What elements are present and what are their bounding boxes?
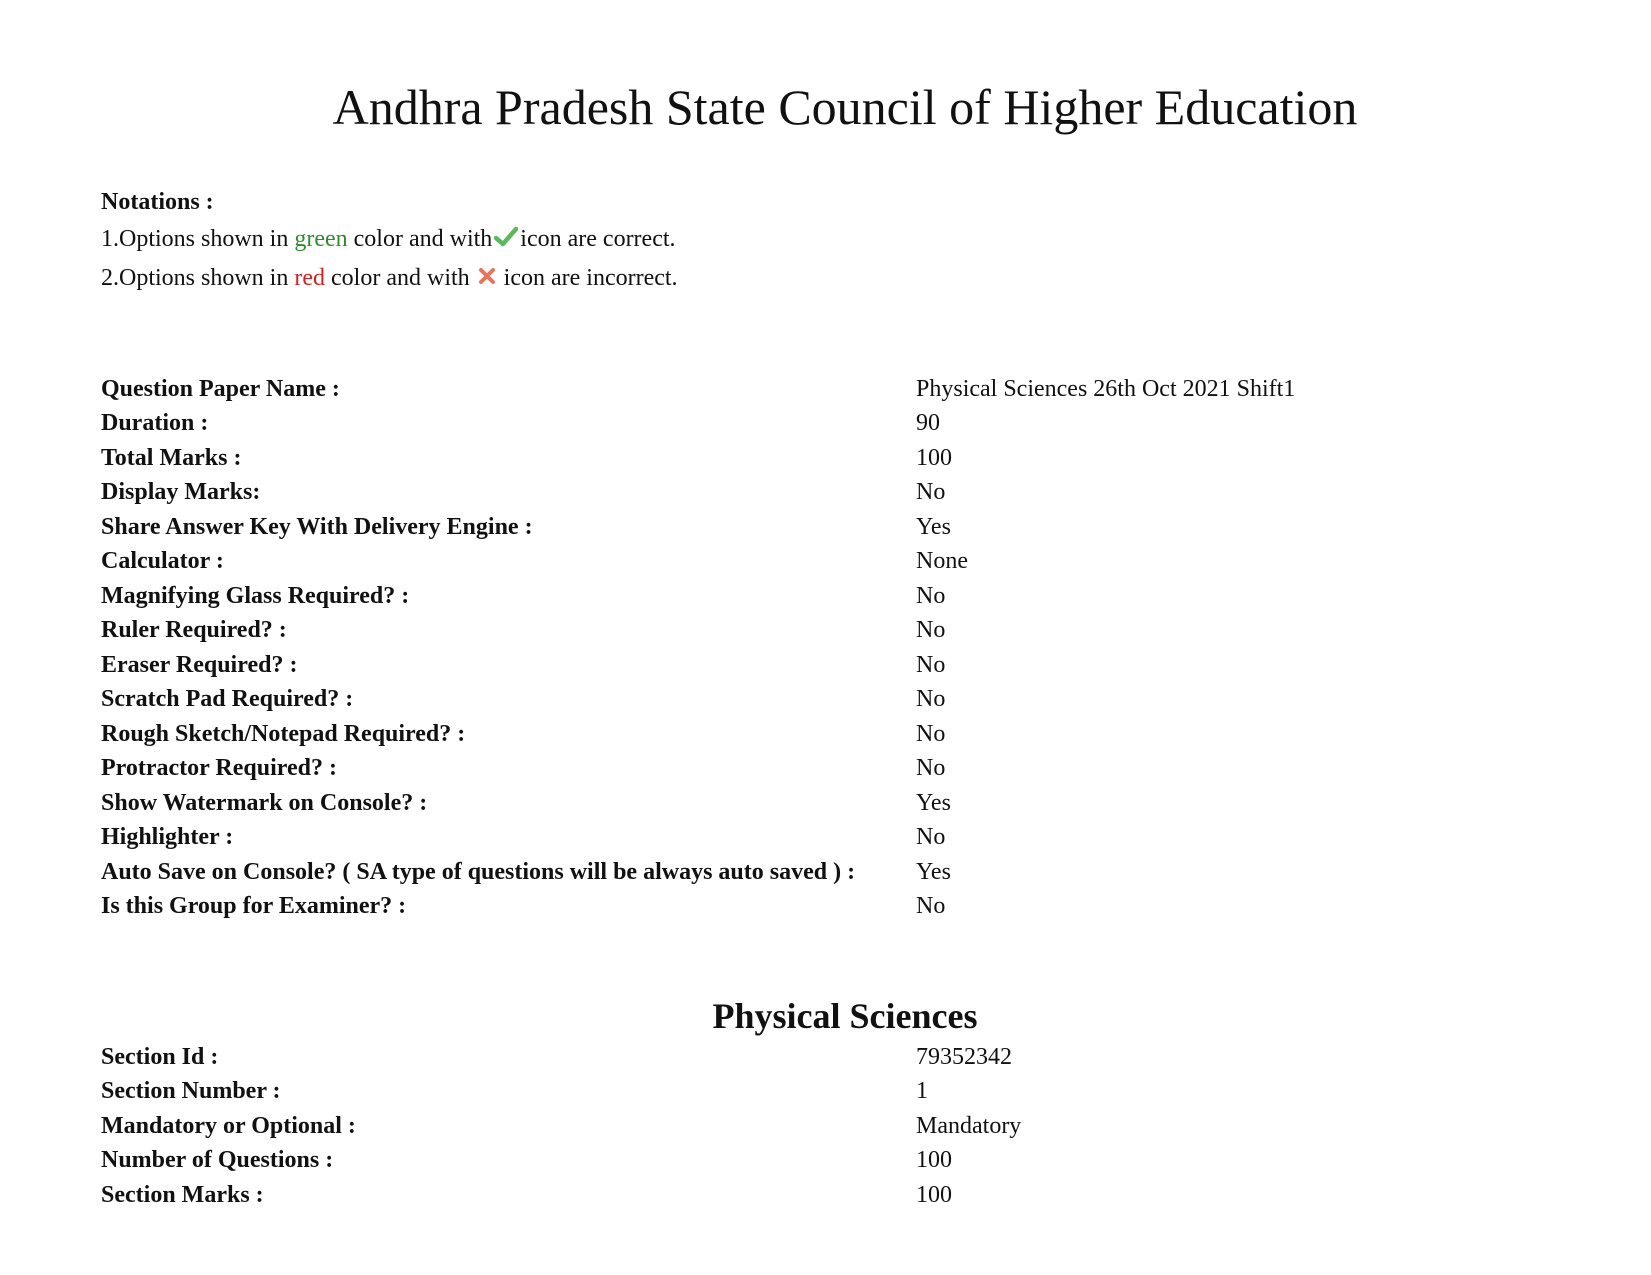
table-row: [101, 545, 1295, 580]
table-row: [101, 1040, 1021, 1075]
info-label: Share Answer Key With Delivery Engine :: [101, 513, 533, 540]
table-row: [101, 407, 1295, 442]
info-label: Show Watermark on Console? :: [101, 789, 428, 816]
table-row: [101, 648, 1295, 683]
info-value: No: [916, 720, 946, 747]
cross-icon: [478, 262, 496, 299]
section-value: 100: [916, 1147, 952, 1174]
check-icon: [494, 223, 518, 260]
table-row: [101, 476, 1295, 511]
table-row: [101, 1075, 1021, 1110]
table-row: [101, 717, 1295, 752]
table-row: [101, 372, 1295, 407]
table-row: [101, 614, 1295, 649]
info-value: No: [916, 893, 946, 920]
table-row: [101, 1109, 1021, 1144]
table-row: [101, 1178, 1021, 1213]
section-label: Number of Questions :: [101, 1147, 334, 1174]
info-value: No: [916, 617, 946, 644]
table-row: [101, 441, 1295, 476]
info-value: No: [916, 824, 946, 851]
red-word: red: [294, 265, 326, 291]
table-row: [101, 752, 1295, 787]
notation-correct-middle: color and with: [353, 226, 493, 252]
notation-incorrect-suffix: icon are incorrect.: [503, 265, 678, 291]
paper-info-table: [101, 372, 1295, 924]
info-label: Eraser Required? :: [101, 651, 298, 678]
info-label: Ruler Required? :: [101, 617, 287, 644]
info-value: Yes: [916, 789, 951, 816]
info-label: Protractor Required? :: [101, 755, 337, 782]
notation-incorrect-prefix: 2.Options shown in: [101, 265, 289, 291]
table-row: [101, 1144, 1021, 1179]
table-row: [101, 855, 1295, 890]
section-label: Section Id :: [101, 1043, 219, 1070]
info-value: No: [916, 755, 946, 782]
section-label: Mandatory or Optional :: [101, 1112, 356, 1139]
notation-correct-prefix: 1.Options shown in: [101, 226, 289, 252]
info-value: Yes: [916, 858, 951, 885]
section-label: Section Number :: [101, 1078, 281, 1105]
info-value: 90: [916, 410, 940, 437]
green-word: green: [294, 226, 348, 252]
info-value: 100: [916, 444, 952, 471]
info-value: None: [916, 548, 968, 575]
info-label: Calculator :: [101, 548, 224, 575]
info-value: No: [916, 479, 946, 506]
info-label: Duration :: [101, 410, 209, 437]
notations-block: [101, 184, 678, 299]
info-label: Magnifying Glass Required? :: [101, 582, 410, 609]
info-value: No: [916, 582, 946, 609]
info-value: No: [916, 651, 946, 678]
notation-correct: [101, 221, 678, 260]
table-row: [101, 821, 1295, 856]
info-value: Physical Sciences 26th Oct 2021 Shift1: [916, 375, 1296, 402]
notation-incorrect-middle: color and with: [331, 265, 470, 291]
table-row: [101, 579, 1295, 614]
table-row: [101, 786, 1295, 821]
table-row: [101, 890, 1295, 925]
table-row: [101, 510, 1295, 545]
info-value: Yes: [916, 513, 951, 540]
section-value: 1: [916, 1078, 928, 1105]
info-label: Is this Group for Examiner? :: [101, 893, 407, 920]
info-label: Question Paper Name :: [101, 375, 340, 402]
table-row: [101, 683, 1295, 718]
notation-correct-suffix: icon are correct.: [520, 226, 676, 252]
notations-heading: Notations :: [101, 189, 214, 215]
info-value: No: [916, 686, 946, 713]
section-value: 100: [916, 1181, 952, 1208]
info-label: Auto Save on Console? ( SA type of questions will be always auto saved ) :: [101, 858, 856, 885]
section-value: Mandatory: [916, 1112, 1022, 1139]
info-label: Display Marks:: [101, 479, 261, 506]
info-label: Total Marks :: [101, 444, 242, 471]
page-title: Andhra Pradesh State Council of Higher Education: [332, 79, 1358, 135]
info-label: Scratch Pad Required? :: [101, 686, 354, 713]
notation-incorrect: [101, 260, 678, 299]
section-info-table: [101, 1040, 1021, 1213]
section-title: Physical Sciences: [712, 996, 978, 1036]
section-value: 79352342: [916, 1043, 1012, 1070]
info-label: Highlighter :: [101, 824, 234, 851]
section-label: Section Marks :: [101, 1181, 264, 1208]
info-label: Rough Sketch/Notepad Required? :: [101, 720, 466, 747]
